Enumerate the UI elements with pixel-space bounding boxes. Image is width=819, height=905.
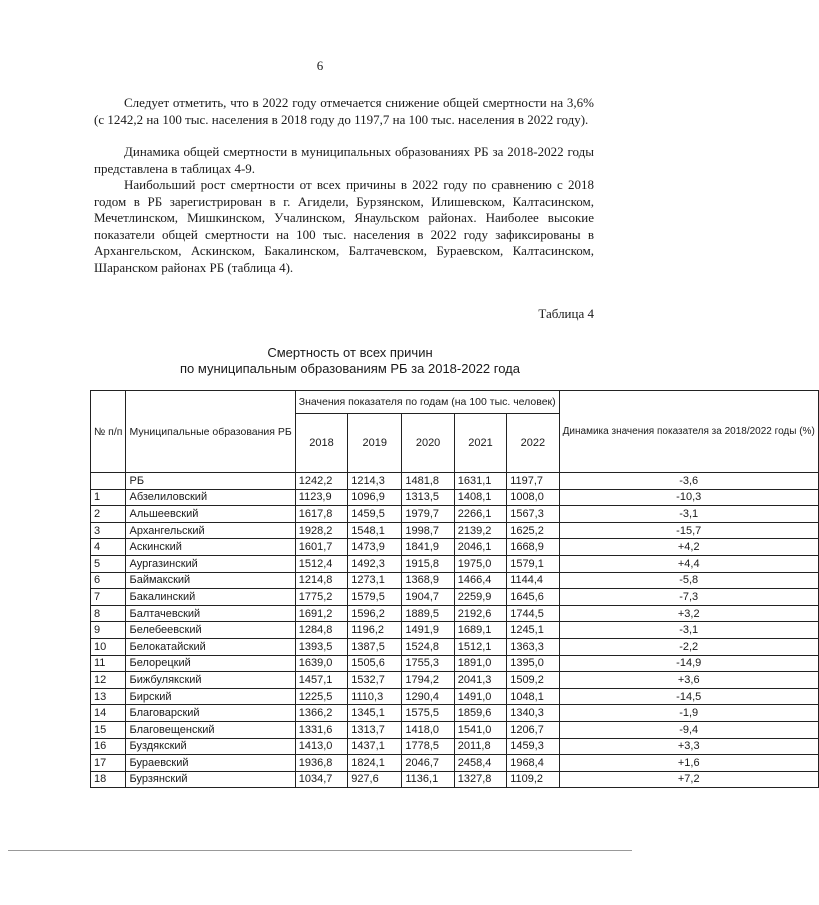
municipality-name: РБ	[126, 473, 295, 490]
value-2020: 1979,7	[402, 506, 454, 523]
value-2021: 1689,1	[454, 622, 506, 639]
header-year-2022: 2022	[507, 414, 559, 473]
value-2019: 1273,1	[348, 572, 402, 589]
value-2020: 1755,3	[402, 655, 454, 672]
value-2021: 2259,9	[454, 589, 506, 606]
value-2018: 1284,8	[295, 622, 347, 639]
table-row	[91, 771, 819, 788]
row-number: 11	[91, 655, 126, 672]
table-caption	[100, 345, 600, 377]
value-2021: 2041,3	[454, 672, 506, 689]
value-2020: 1915,8	[402, 555, 454, 572]
value-2022: 1206,7	[507, 721, 559, 738]
header-values-by-year: Значения показателя по годам (на 100 тыс. человек)	[295, 391, 559, 414]
table-row	[91, 755, 819, 772]
value-2019: 1548,1	[348, 522, 402, 539]
municipality-name: Аургазинский	[126, 555, 295, 572]
value-2021: 1408,1	[454, 489, 506, 506]
table-label: Таблица 4	[538, 306, 594, 321]
value-2022: 1744,5	[507, 605, 559, 622]
value-2022: 1197,7	[507, 473, 559, 490]
value-2019: 1492,3	[348, 555, 402, 572]
dynamics-value: +3,2	[559, 605, 818, 622]
value-2020: 1778,5	[402, 738, 454, 755]
value-2019: 1532,7	[348, 672, 402, 689]
municipality-name: Благовещенский	[126, 721, 295, 738]
table-row	[91, 605, 819, 622]
value-2022: 1645,6	[507, 589, 559, 606]
row-number: 15	[91, 721, 126, 738]
row-number: 1	[91, 489, 126, 506]
value-2018: 1617,8	[295, 506, 347, 523]
value-2018: 1512,4	[295, 555, 347, 572]
municipality-name: Альшеевский	[126, 506, 295, 523]
value-2020: 1136,1	[402, 771, 454, 788]
value-2021: 1327,8	[454, 771, 506, 788]
dynamics-value: -3,1	[559, 506, 818, 523]
value-2019: 1579,5	[348, 589, 402, 606]
table-row	[91, 572, 819, 589]
value-2018: 1123,9	[295, 489, 347, 506]
value-2021: 1541,0	[454, 721, 506, 738]
row-number: 17	[91, 755, 126, 772]
dynamics-value: -3,6	[559, 473, 818, 490]
row-number: 4	[91, 539, 126, 556]
municipality-name: Бураевский	[126, 755, 295, 772]
value-2018: 1242,2	[295, 473, 347, 490]
value-2018: 1393,5	[295, 638, 347, 655]
value-2019: 1096,9	[348, 489, 402, 506]
value-2020: 1575,5	[402, 705, 454, 722]
row-number: 10	[91, 638, 126, 655]
dynamics-value: -15,7	[559, 522, 818, 539]
municipality-name: Балтачевский	[126, 605, 295, 622]
value-2018: 1928,2	[295, 522, 347, 539]
value-2021: 1512,1	[454, 638, 506, 655]
dynamics-value: -2,2	[559, 638, 818, 655]
value-2019: 1110,3	[348, 688, 402, 705]
table-row	[91, 622, 819, 639]
value-2019: 1387,5	[348, 638, 402, 655]
dynamics-value: -9,4	[559, 721, 818, 738]
header-municipality: Муниципальные образования РБ	[126, 391, 295, 473]
municipality-name: Абзелиловский	[126, 489, 295, 506]
dynamics-value: -1,9	[559, 705, 818, 722]
header-year-2020: 2020	[402, 414, 454, 473]
value-2022: 1509,2	[507, 672, 559, 689]
dynamics-value: +7,2	[559, 771, 818, 788]
value-2020: 1368,9	[402, 572, 454, 589]
value-2021: 1859,6	[454, 705, 506, 722]
header-year-2018: 2018	[295, 414, 347, 473]
table-row	[91, 555, 819, 572]
paragraph-dynamics-reference: Динамика общей смертности в муниципальных образованиях РБ за 2018-2022 годы представлена в таблицах 4-9.	[94, 144, 594, 176]
table-row	[91, 473, 819, 490]
dynamics-value: +1,6	[559, 755, 818, 772]
dynamics-value: -10,3	[559, 489, 818, 506]
value-2022: 1395,0	[507, 655, 559, 672]
caption-line-1: Смертность от всех причин	[267, 345, 433, 360]
value-2021: 1891,0	[454, 655, 506, 672]
table-row	[91, 638, 819, 655]
municipality-name: Белокатайский	[126, 638, 295, 655]
caption-line-2: по муниципальным образованиям РБ за 2018-2022 года	[180, 361, 520, 376]
paragraph-mortality-decrease: Следует отметить, что в 2022 году отмечается снижение общей смертности на 3,6% (с 1242,2 на 100 тыс. населения в 2018 году до 1197,7 на 100 тыс. населения в 2022 году).	[94, 95, 594, 127]
row-number: 8	[91, 605, 126, 622]
row-number: 12	[91, 672, 126, 689]
municipality-name: Баймакский	[126, 572, 295, 589]
dynamics-value: -14,9	[559, 655, 818, 672]
row-number: 3	[91, 522, 126, 539]
value-2018: 1331,6	[295, 721, 347, 738]
value-2022: 1668,9	[507, 539, 559, 556]
value-2022: 1567,3	[507, 506, 559, 523]
table-row	[91, 721, 819, 738]
row-number: 13	[91, 688, 126, 705]
value-2022: 1048,1	[507, 688, 559, 705]
municipality-name: Белебеевский	[126, 622, 295, 639]
value-2018: 1775,2	[295, 589, 347, 606]
value-2018: 1639,0	[295, 655, 347, 672]
value-2022: 1579,1	[507, 555, 559, 572]
row-number: 6	[91, 572, 126, 589]
dynamics-value: -3,1	[559, 622, 818, 639]
table-row	[91, 672, 819, 689]
table-row	[91, 522, 819, 539]
value-2022: 1340,3	[507, 705, 559, 722]
dynamics-value: -14,5	[559, 688, 818, 705]
value-2021: 2192,6	[454, 605, 506, 622]
value-2018: 1413,0	[295, 738, 347, 755]
value-2021: 2458,4	[454, 755, 506, 772]
table-row	[91, 589, 819, 606]
table-row	[91, 489, 819, 506]
value-2021: 1975,0	[454, 555, 506, 572]
value-2020: 1889,5	[402, 605, 454, 622]
header-year-2021: 2021	[454, 414, 506, 473]
mortality-table	[90, 390, 819, 788]
value-2019: 1437,1	[348, 738, 402, 755]
value-2020: 1313,5	[402, 489, 454, 506]
value-2019: 927,6	[348, 771, 402, 788]
row-number: 7	[91, 589, 126, 606]
value-2020: 1841,9	[402, 539, 454, 556]
table-row	[91, 506, 819, 523]
row-number	[91, 473, 126, 490]
dynamics-value: +4,2	[559, 539, 818, 556]
value-2021: 2011,8	[454, 738, 506, 755]
value-2020: 1904,7	[402, 589, 454, 606]
header-num: № п/п	[91, 391, 126, 473]
value-2022: 1008,0	[507, 489, 559, 506]
table-row	[91, 705, 819, 722]
municipality-name: Благоварский	[126, 705, 295, 722]
value-2020: 2046,7	[402, 755, 454, 772]
value-2020: 1481,8	[402, 473, 454, 490]
value-2022: 1109,2	[507, 771, 559, 788]
municipality-name: Бирский	[126, 688, 295, 705]
value-2021: 1491,0	[454, 688, 506, 705]
value-2018: 1034,7	[295, 771, 347, 788]
value-2018: 1457,1	[295, 672, 347, 689]
municipality-name: Белорецкий	[126, 655, 295, 672]
value-2021: 1631,1	[454, 473, 506, 490]
value-2019: 1824,1	[348, 755, 402, 772]
value-2018: 1936,8	[295, 755, 347, 772]
value-2021: 1466,4	[454, 572, 506, 589]
value-2020: 1418,0	[402, 721, 454, 738]
value-2022: 1459,3	[507, 738, 559, 755]
row-number: 18	[91, 771, 126, 788]
row-number: 2	[91, 506, 126, 523]
value-2018: 1225,5	[295, 688, 347, 705]
footer-divider	[8, 850, 632, 851]
value-2020: 1998,7	[402, 522, 454, 539]
value-2021: 2046,1	[454, 539, 506, 556]
row-number: 14	[91, 705, 126, 722]
row-number: 9	[91, 622, 126, 639]
value-2020: 1290,4	[402, 688, 454, 705]
value-2018: 1601,7	[295, 539, 347, 556]
value-2022: 1363,3	[507, 638, 559, 655]
value-2019: 1473,9	[348, 539, 402, 556]
value-2018: 1214,8	[295, 572, 347, 589]
dynamics-value: +3,6	[559, 672, 818, 689]
page-number: 6	[316, 58, 324, 73]
table-row	[91, 539, 819, 556]
municipality-name: Аскинский	[126, 539, 295, 556]
value-2022: 1245,1	[507, 622, 559, 639]
municipality-name: Архангельский	[126, 522, 295, 539]
value-2018: 1691,2	[295, 605, 347, 622]
table-row	[91, 655, 819, 672]
paragraph-highest-growth: Наибольший рост смертности от всех причины в 2022 году по сравнению с 2018 годом в РБ зарегистрирован в г. Агидели, Бурзянском, Илишевском, Калтасинском, Мечетлинском, Мишкинском, Учалинском, Янаульском районах. Наиболее высокие показатели общей смертности на 100 тыс. населения в 2022 году зафиксированы в Архангельском, Аскинском, Бакалинском, Балтачевском, Бураевском, Калтасинском, Шаранском районах РБ (таблица 4).	[94, 177, 594, 275]
value-2019: 1459,5	[348, 506, 402, 523]
value-2022: 1968,4	[507, 755, 559, 772]
municipality-name: Бакалинский	[126, 589, 295, 606]
table-row	[91, 688, 819, 705]
municipality-name: Буздякский	[126, 738, 295, 755]
row-number: 16	[91, 738, 126, 755]
value-2021: 2139,2	[454, 522, 506, 539]
dynamics-value: +3,3	[559, 738, 818, 755]
value-2021: 2266,1	[454, 506, 506, 523]
row-number: 5	[91, 555, 126, 572]
value-2018: 1366,2	[295, 705, 347, 722]
dynamics-value: -7,3	[559, 589, 818, 606]
municipality-name: Бижбулякский	[126, 672, 295, 689]
value-2020: 1524,8	[402, 638, 454, 655]
value-2019: 1596,2	[348, 605, 402, 622]
dynamics-value: -5,8	[559, 572, 818, 589]
value-2019: 1505,6	[348, 655, 402, 672]
municipality-name: Бурзянский	[126, 771, 295, 788]
table-row	[91, 738, 819, 755]
value-2022: 1144,4	[507, 572, 559, 589]
value-2020: 1491,9	[402, 622, 454, 639]
value-2019: 1345,1	[348, 705, 402, 722]
value-2020: 1794,2	[402, 672, 454, 689]
header-dynamics: Динамика значения показателя за 2018/2022 годы (%)	[559, 391, 818, 473]
header-year-2019: 2019	[348, 414, 402, 473]
dynamics-value: +4,4	[559, 555, 818, 572]
value-2019: 1196,2	[348, 622, 402, 639]
value-2022: 1625,2	[507, 522, 559, 539]
value-2019: 1214,3	[348, 473, 402, 490]
value-2019: 1313,7	[348, 721, 402, 738]
